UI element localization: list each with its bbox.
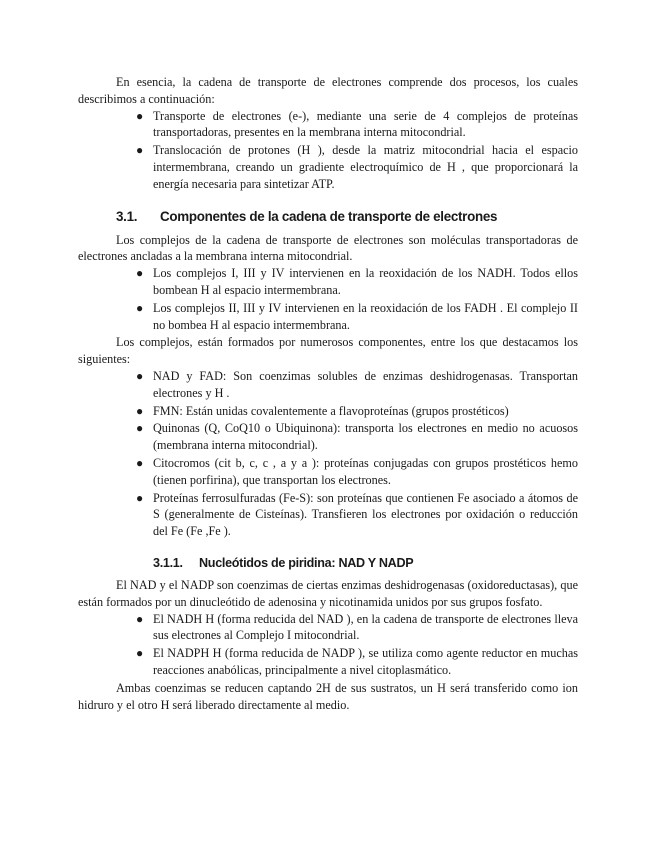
bullet-icon: ● bbox=[136, 403, 144, 418]
bullet-icon: ● bbox=[136, 421, 144, 436]
bullet-icon: ● bbox=[136, 455, 144, 470]
section-heading-3-1-1 bbox=[153, 554, 578, 572]
list-item: ● Translocación de protones (H ), desde la matriz mitocondrial hacia el espacio intermembrana, creando un gradiente electroquímico de H , que proporcionará la energía necesaria para sintetizar ATP. bbox=[136, 143, 578, 191]
section-3-1-paragraph-1: Los complejos de la cadena de transporte de electrones son moléculas transportadoras de electrones ancladas a la membrana interna mitocondrial. bbox=[78, 232, 578, 264]
list-item: ● El NADPH H (forma reducida de NADP ), se utiliza como agente reductor en muchas reacciones anabólicas, principalmente a nivel citoplasmático. bbox=[136, 646, 578, 677]
bullet-icon: ● bbox=[136, 143, 144, 158]
section-3-1-paragraph-2: Los complejos, están formados por numerosos componentes, entre los que destacamos los siguientes: bbox=[78, 335, 578, 367]
bullet-icon: ● bbox=[136, 108, 144, 123]
intro-paragraph: En esencia, la cadena de transporte de electrones comprende dos procesos, los cuales describimos a continuación: bbox=[78, 75, 578, 106]
nucleotides-list bbox=[78, 611, 578, 679]
section-heading-3-1 bbox=[116, 208, 578, 226]
list-item: ● NAD y FAD: Son coenzimas solubles de enzimas deshidrogenasas. Transportan electrones y H . bbox=[136, 368, 578, 400]
list-item: ● Proteínas ferrosulfuradas (Fe-S): son proteínas que contienen Fe asociado a átomos de S (generalmente de Cisteínas). Transfieren los electrones por oxidación o reducción del Fe (Fe ,Fe ). bbox=[136, 490, 578, 539]
document-page bbox=[78, 74, 578, 713]
bullet-icon: ● bbox=[136, 300, 144, 315]
list-item: ● Quinonas (Q, CoQ10 o Ubiquinona): transporta los electrones en medio no acuosos (membrana interna mitocondrial). bbox=[136, 421, 578, 453]
list-item: ● Los complejos II, III y IV intervienen en la reoxidación de los FADH . El complejo II no bombea H al espacio intermembrana. bbox=[136, 300, 578, 332]
section-3-1-1-paragraph-2: Ambas coenzimas se reducen captando 2H de sus sustratos, un H será transferido como ion hidruro y el otro H será liberado directamente al medio. bbox=[78, 680, 578, 712]
complexes-list bbox=[78, 265, 578, 333]
bullet-icon: ● bbox=[136, 611, 144, 626]
list-item: ● El NADH H (forma reducida del NAD ), en la cadena de transporte de electrones lleva sus electrones al Complejo I mitocondrial. bbox=[136, 611, 578, 643]
bullet-icon: ● bbox=[136, 266, 144, 281]
intro-list bbox=[78, 108, 578, 193]
section-3-1-1-paragraph-1: El NAD y el NADP son coenzimas de ciertas enzimas deshidrogenasas (oxidoreductasas), que están formados por un dinucleótido de adenosina y nicotinamida unidos por sus grupos fosfato. bbox=[78, 577, 578, 609]
bullet-icon: ● bbox=[136, 646, 144, 661]
list-item: ● Transporte de electrones (e-), mediante una serie de 4 complejos de proteínas transportadoras, presentes en la membrana interna mitocondrial. bbox=[136, 108, 578, 140]
bullet-icon: ● bbox=[136, 490, 144, 505]
list-item: ● FMN: Están unidas covalentemente a flavoproteínas (grupos prostéticos) bbox=[136, 403, 509, 418]
bullet-icon: ● bbox=[136, 368, 144, 383]
section-number: 3.1.1. bbox=[153, 555, 183, 570]
list-item: ● Los complejos I, III y IV intervienen en la reoxidación de los NADH. Todos ellos bombean H al espacio intermembrana. bbox=[136, 266, 578, 297]
section-title: Nucleótidos de piridina: NAD Y NADP bbox=[199, 555, 414, 570]
list-item: ● Citocromos (cit b, c, c , a y a ): proteínas conjugadas con grupos prostéticos hemo (tienen porfirina), que transportan los electrones. bbox=[136, 455, 578, 487]
components-list bbox=[78, 368, 578, 540]
section-title: Componentes de la cadena de transporte de electrones bbox=[160, 208, 498, 224]
section-number: 3.1. bbox=[116, 208, 138, 224]
